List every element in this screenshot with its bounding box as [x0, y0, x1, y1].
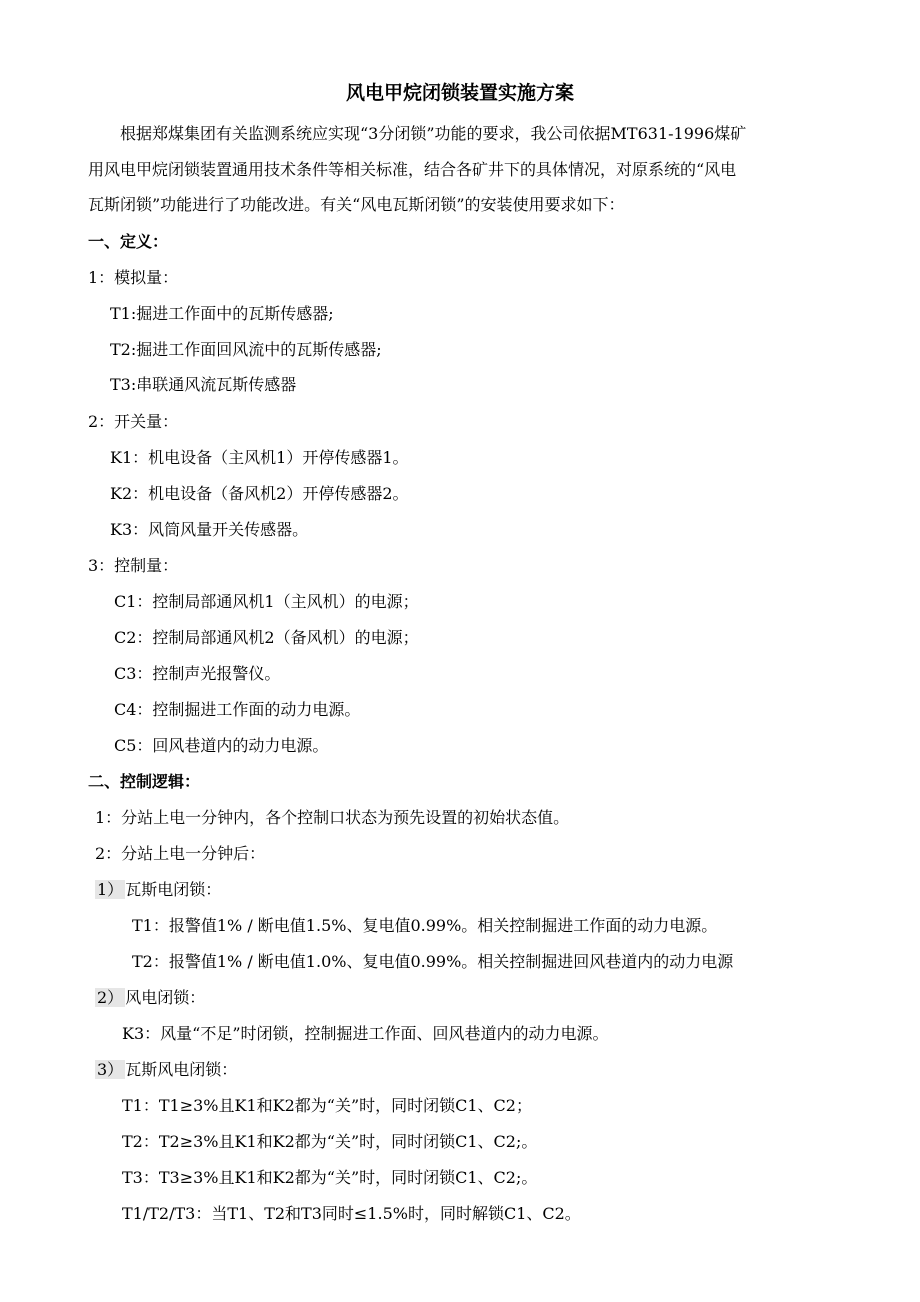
wind-lock-item: K3：风量“不足”时闭锁，控制掘进工作面、回风巷道内的动力电源。 [122, 1024, 609, 1043]
switch-item: K3：风筒风量开关传感器。 [110, 520, 309, 539]
gas-lock-label: 瓦斯电闭锁： [125, 880, 222, 899]
control-item: C3：控制声光报警仪。 [114, 664, 281, 683]
switch-item: K2：机电设备（备风机2）开停传感器2。 [110, 484, 409, 503]
gas-wind-lock-number: 3） [97, 1060, 124, 1079]
wind-lock-number: 2） [97, 988, 124, 1007]
analog-item: T1:掘进工作面中的瓦斯传感器; [110, 304, 334, 323]
document-title: 风电甲烷闭锁装置实施方案 [345, 82, 574, 104]
section-heading-control-logic: 二、控制逻辑： [88, 772, 201, 791]
gas-lock-item: T1：报警值1% / 断电值1.5%、复电值0.99%。相关控制掘进工作面的动力电源。 [132, 916, 718, 935]
gas-lock-heading [95, 880, 221, 900]
gas-wind-lock-item: T1：T1≥3%且K1和K2都为“关”时，同时闭锁C1、C2； [122, 1096, 532, 1115]
analog-item: T3:串联通风流瓦斯传感器 [110, 375, 297, 394]
control-label: 3：控制量： [88, 556, 179, 575]
switch-item: K1：机电设备（主风机1）开停传感器1。 [110, 448, 409, 467]
gas-lock-number: 1） [97, 880, 124, 899]
gas-wind-lock-item: T3：T3≥3%且K1和K2都为“关”时，同时闭锁C1、C2;。 [122, 1168, 538, 1187]
section-heading-definitions: 一、定义： [88, 232, 169, 251]
control-item: C5：回风巷道内的动力电源。 [114, 736, 329, 755]
gas-wind-lock-label: 瓦斯风电闭锁： [125, 1060, 238, 1079]
logic-step-2: 2：分站上电一分钟后： [95, 844, 266, 863]
intro-line-3: 瓦斯闭锁”功能进行了功能改进。有关“风电瓦斯闭锁”的安装使用要求如下： [88, 195, 625, 214]
analog-label: 1：模拟量： [88, 268, 179, 287]
intro-line-1: 根据郑煤集团有关监测系统应实现“3分闭锁”功能的要求，我公司依据MT631-1996煤矿 [120, 124, 747, 143]
gas-wind-lock-item: T2：T2≥3%且K1和K2都为“关”时，同时闭锁C1、C2;。 [122, 1132, 538, 1151]
analog-item: T2:掘进工作面回风流中的瓦斯传感器; [110, 340, 382, 359]
control-item: C2：控制局部通风机2（备风机）的电源； [114, 628, 419, 647]
control-item: C4：控制掘进工作面的动力电源。 [114, 700, 361, 719]
gas-wind-lock-heading [95, 1060, 237, 1080]
wind-lock-heading [95, 988, 205, 1008]
intro-line-2: 用风电甲烷闭锁装置通用技术条件等相关标准，结合各矿井下的具体情况，对原系统的“风电 [88, 160, 737, 179]
gas-wind-lock-item: T1/T2/T3：当T1、T2和T3同时≤1.5%时，同时解锁C1、C2。 [122, 1204, 581, 1223]
control-item: C1：控制局部通风机1（主风机）的电源； [114, 592, 419, 611]
gas-lock-item: T2：报警值1% / 断电值1.0%、复电值0.99%。相关控制掘进回风巷道内的动力电源 [132, 952, 734, 971]
switch-label: 2：开关量： [88, 412, 179, 431]
logic-step-1: 1：分站上电一分钟内，各个控制口状态为预先设置的初始状态值。 [95, 808, 570, 827]
wind-lock-label: 风电闭锁： [125, 988, 206, 1007]
